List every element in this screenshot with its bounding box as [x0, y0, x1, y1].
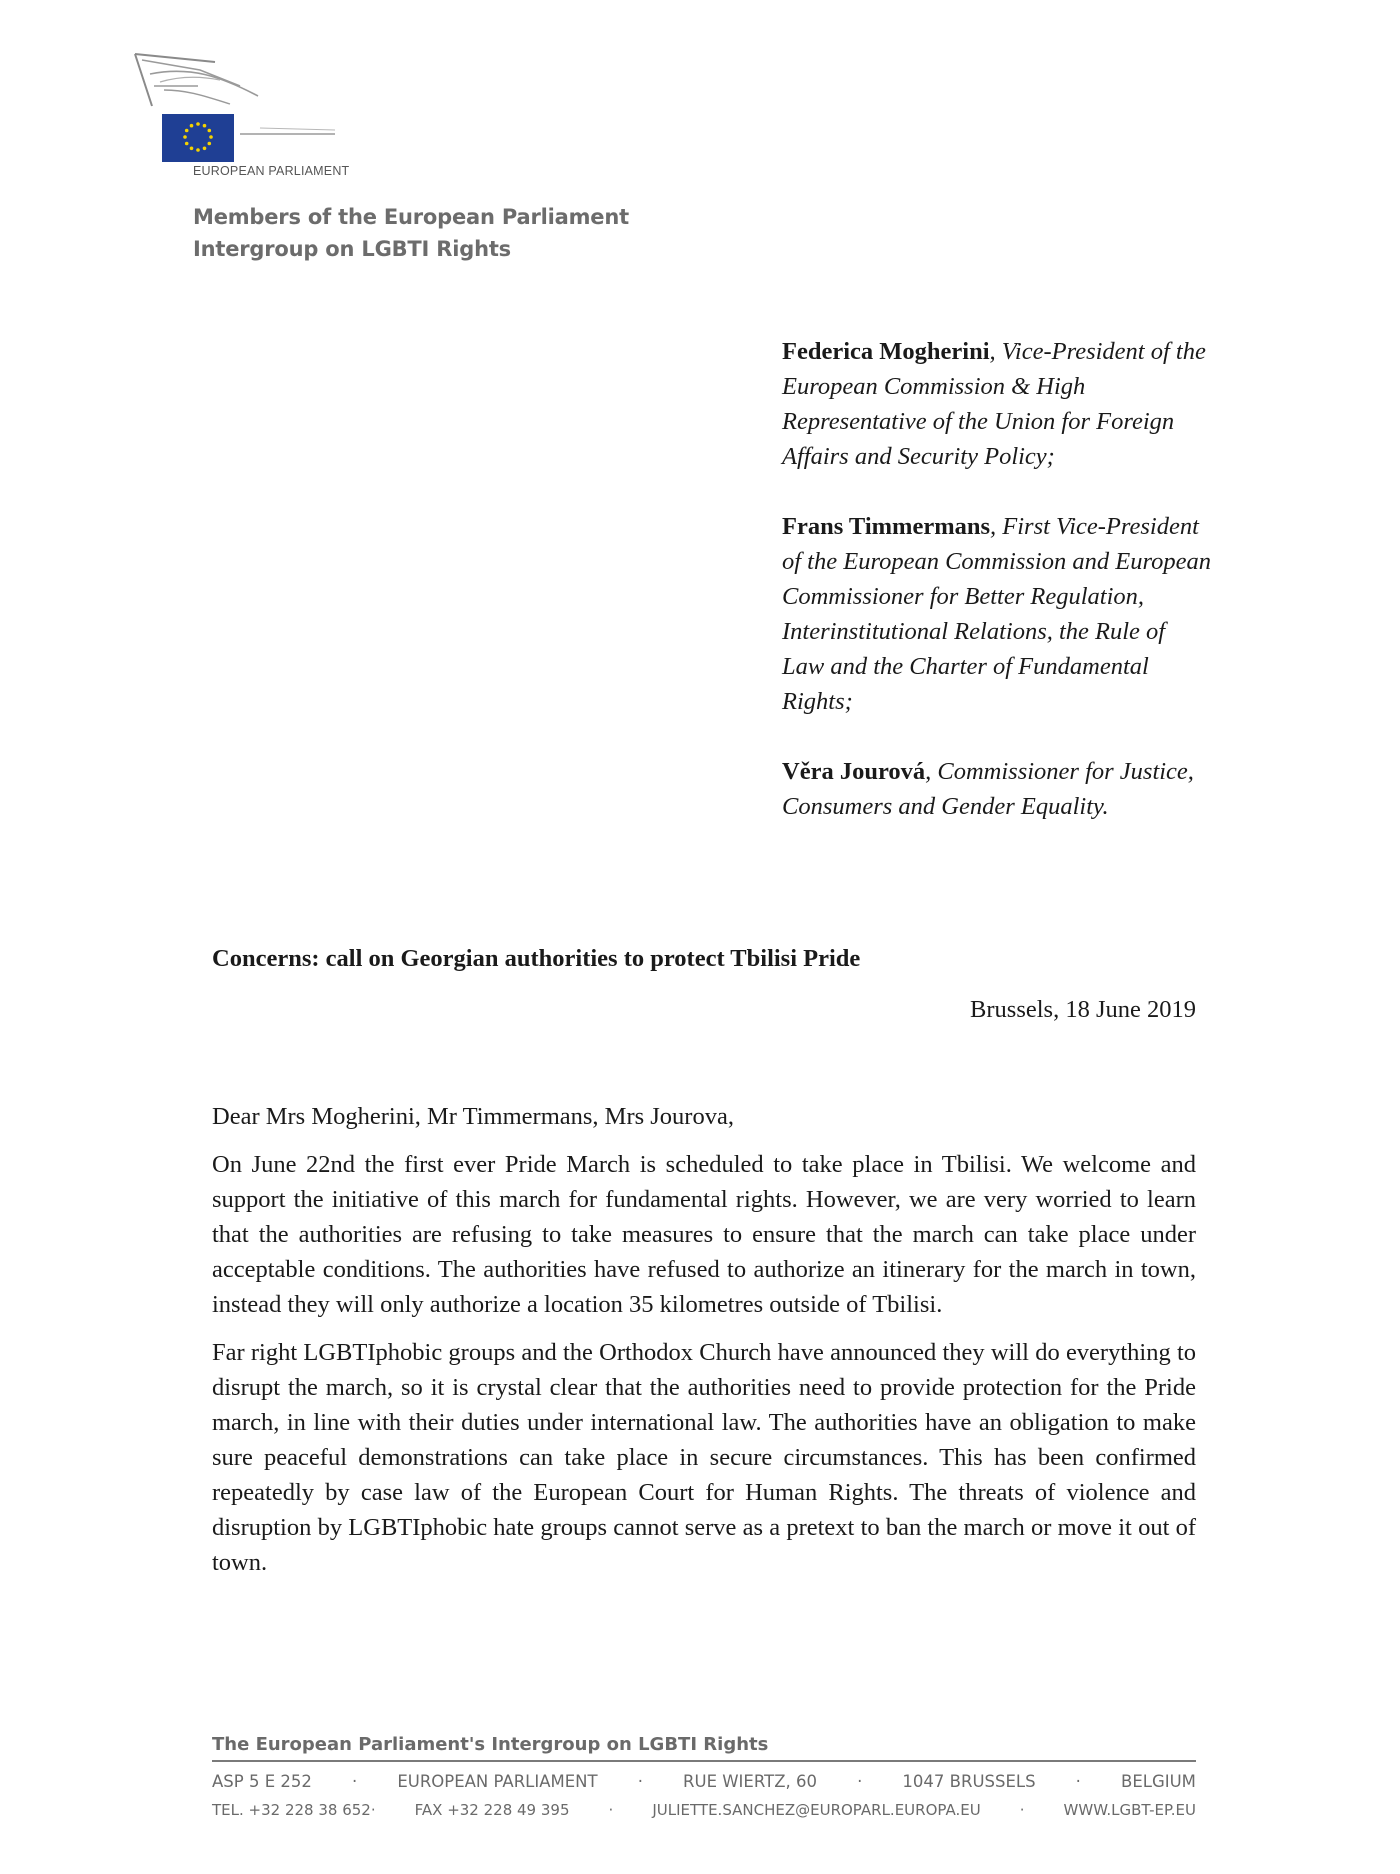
footer-title: The European Parliament's Intergroup on LGBTI Rights — [212, 1734, 769, 1755]
footer-separator: · — [351, 1772, 358, 1791]
footer-separator: · — [1075, 1772, 1081, 1791]
addressee-role: , Commissioner for Justice, Consumers and Gender Equality. — [782, 758, 1194, 820]
footer-address-part: BELGIUM — [1121, 1772, 1196, 1791]
addressee-role: , Vice-President of the European Commission & High Representative of the Union for Foreign Affairs and Security Policy; — [782, 338, 1206, 470]
footer-fax: FAX +32 228 49 395 — [414, 1801, 570, 1819]
letter-body — [212, 1099, 1196, 1593]
footer-address-part: ASP 5 E 252 — [212, 1772, 312, 1791]
footer-phone: TEL. +32 228 38 652· — [212, 1801, 376, 1819]
letter-footer — [212, 1733, 1196, 1824]
body-paragraph: On June 22nd the first ever Pride March is scheduled to take place in Tbilisi. We welcome and support the initiative of this march for fundamental rights. However, we are very worried to learn that the authorities are refusing to take measures to ensure that the march can take place under acceptable conditions. The authorities have refused to authorize an itinerary for the march in town, instead they will only authorize a location 35 kilometres outside of Tbilisi. — [212, 1151, 1196, 1318]
footer-separator: · — [1019, 1801, 1025, 1819]
letter-subject: Concerns: call on Georgian authorities to protect Tbilisi Pride — [212, 945, 861, 972]
footer-address-part: RUE WIERTZ, 60 — [683, 1772, 817, 1791]
footer-address — [212, 1768, 1196, 1796]
addressee-name: Věra Jourová — [782, 758, 926, 785]
footer-website-link[interactable]: WWW.LGBT-EP.EU — [1063, 1801, 1196, 1819]
addressee-name: Frans Timmermans — [782, 513, 991, 540]
footer-separator: · — [857, 1772, 863, 1791]
footer-separator: · — [637, 1772, 643, 1791]
addressee-role: , First Vice-President of the European Commission and European Commissioner for Better Regulation, Interinstitutional Relations, the Rule of Law and the Charter of Fundamental Rights; — [782, 513, 1211, 715]
org-line-2: Intergroup on LGBTI Rights — [193, 237, 511, 261]
body-paragraph: Far right LGBTIphobic groups and the Orthodox Church have announced they will do everything to disrupt the march, so it is crystal clear that the authorities need to provide protection for the Pride march, in line with their duties under international law. The authorities have an obligation to make sure peaceful demonstrations can take place in secure circumstances. This has been confirmed repeatedly by case law of the European Court for Human Rights. The threats of violence and disruption by LGBTIphobic hate groups cannot serve as a pretext to ban the march or move it out of town. — [212, 1339, 1196, 1576]
logo-caption: EUROPEAN PARLIAMENT — [193, 164, 350, 178]
addressee-name: Federica Mogherini — [782, 338, 990, 365]
addressee — [782, 334, 1212, 474]
footer-address-part: 1047 BRUSSELS — [902, 1772, 1036, 1791]
footer-email-link[interactable]: JULIETTE.SANCHEZ@EUROPARL.EUROPA.EU — [652, 1801, 981, 1819]
footer-separator: · — [608, 1801, 614, 1819]
addressee — [782, 509, 1212, 719]
letter-dateline: Brussels, 18 June 2019 — [970, 996, 1196, 1023]
sender-organisation — [193, 201, 629, 265]
addressee — [782, 754, 1212, 824]
addressee-list — [782, 334, 1212, 859]
salutation: Dear Mrs Mogherini, Mr Timmermans, Mrs Jourova, — [212, 1103, 734, 1130]
footer-divider — [212, 1760, 1196, 1762]
footer-contact — [212, 1796, 1196, 1824]
org-line-1: Members of the European Parliament — [193, 205, 629, 229]
footer-address-part: EUROPEAN PARLIAMENT — [397, 1772, 598, 1791]
